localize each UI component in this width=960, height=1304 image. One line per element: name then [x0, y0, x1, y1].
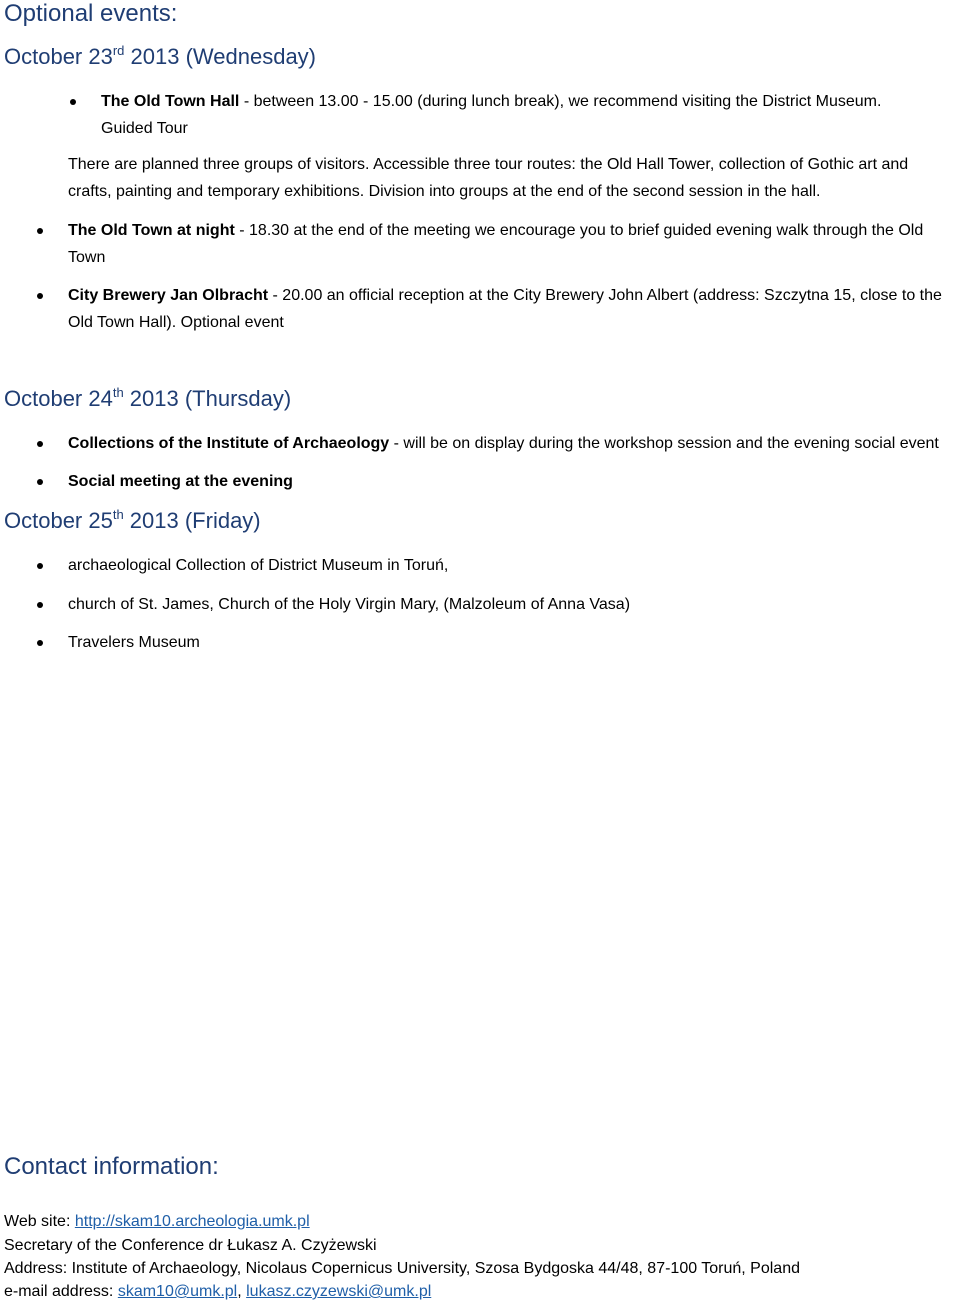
event-paragraph-line: There are planned three groups of visitors. Accessible three tour routes: the Old Hall Tower, collection of Gothic art and — [68, 156, 909, 173]
contact-secretary: Secretary of the Conference dr Łukasz A. Czyżewski — [4, 1237, 377, 1254]
day3-date: October 25 — [4, 508, 113, 533]
bullet-icon — [37, 602, 43, 608]
list-item — [68, 282, 942, 309]
day1-rest: 2013 (Wednesday) — [124, 44, 317, 69]
event-text: - 18.30 at the end of the meeting we encourage you to brief guided evening walk through the Old — [234, 222, 924, 239]
website-link[interactable]: http://skam10.archeologia.umk.pl — [74, 1213, 310, 1230]
day1-suffix: rd — [112, 43, 125, 58]
day3-heading — [4, 508, 261, 534]
contact-heading: Contact information: — [4, 1153, 219, 1180]
bullet-icon — [70, 99, 76, 105]
day2-date: October 24 — [4, 386, 113, 411]
event-text-continued: Guided Tour — [101, 120, 188, 137]
list-item: archaeological Collection of District Museum in Toruń, — [68, 557, 449, 574]
list-item — [68, 217, 923, 244]
list-item: Travelers Museum — [68, 634, 200, 651]
contact-email — [4, 1280, 431, 1303]
day3-suffix: th — [112, 507, 124, 522]
contact-website — [4, 1210, 310, 1233]
list-item — [68, 430, 939, 457]
event-title: Collections of the Institute of Archaeology — [68, 435, 390, 452]
event-paragraph-line: crafts, painting and temporary exhibitions. Division into groups at the end of the second session in the hall. — [68, 183, 821, 200]
event-title: The Old Town Hall — [101, 93, 240, 110]
bullet-icon — [37, 228, 43, 234]
event-text: - will be on display during the workshop session and the evening social event — [389, 435, 939, 452]
email-separator: , — [237, 1283, 247, 1300]
day1-heading — [4, 44, 316, 70]
event-text-continued: Town — [68, 249, 106, 266]
bullet-icon — [37, 293, 43, 299]
list-item: church of St. James, Church of the Holy Virgin Mary, (Malzoleum of Anna Vasa) — [68, 596, 631, 613]
contact-address: Address: Institute of Archaeology, Nicolaus Copernicus University, Szosa Bydgoska 44/48, 87-100 Toruń, Poland — [4, 1260, 800, 1277]
email-link-1[interactable]: skam10@umk.pl — [117, 1283, 238, 1300]
email-link-2[interactable]: lukasz.czyzewski@umk.pl — [246, 1283, 432, 1300]
event-text: - 20.00 an official reception at the City Brewery John Albert (address: Szczytna 15, close to the — [268, 287, 942, 304]
day3-rest: 2013 (Friday) — [123, 508, 261, 533]
day2-rest: 2013 (Thursday) — [123, 386, 292, 411]
bullet-icon — [37, 563, 43, 569]
day2-suffix: th — [112, 385, 124, 400]
event-text-continued: Old Town Hall). Optional event — [68, 314, 284, 331]
event-title: The Old Town at night — [68, 222, 235, 239]
event-title: Social meeting at the evening — [68, 473, 293, 490]
bullet-icon — [37, 479, 43, 485]
event-title: City Brewery Jan Olbracht — [68, 287, 269, 304]
bullet-icon — [37, 441, 43, 447]
list-item — [101, 88, 881, 115]
email-label: e-mail address: — [4, 1283, 118, 1300]
bullet-icon — [37, 640, 43, 646]
list-item — [68, 468, 293, 495]
page-title: Optional events: — [4, 0, 178, 27]
day2-heading — [4, 386, 291, 412]
web-label: Web site: — [4, 1213, 75, 1230]
event-text: - between 13.00 - 15.00 (during lunch break), we recommend visiting the District Museum. — [239, 93, 882, 110]
day1-date: October 23 — [4, 44, 113, 69]
